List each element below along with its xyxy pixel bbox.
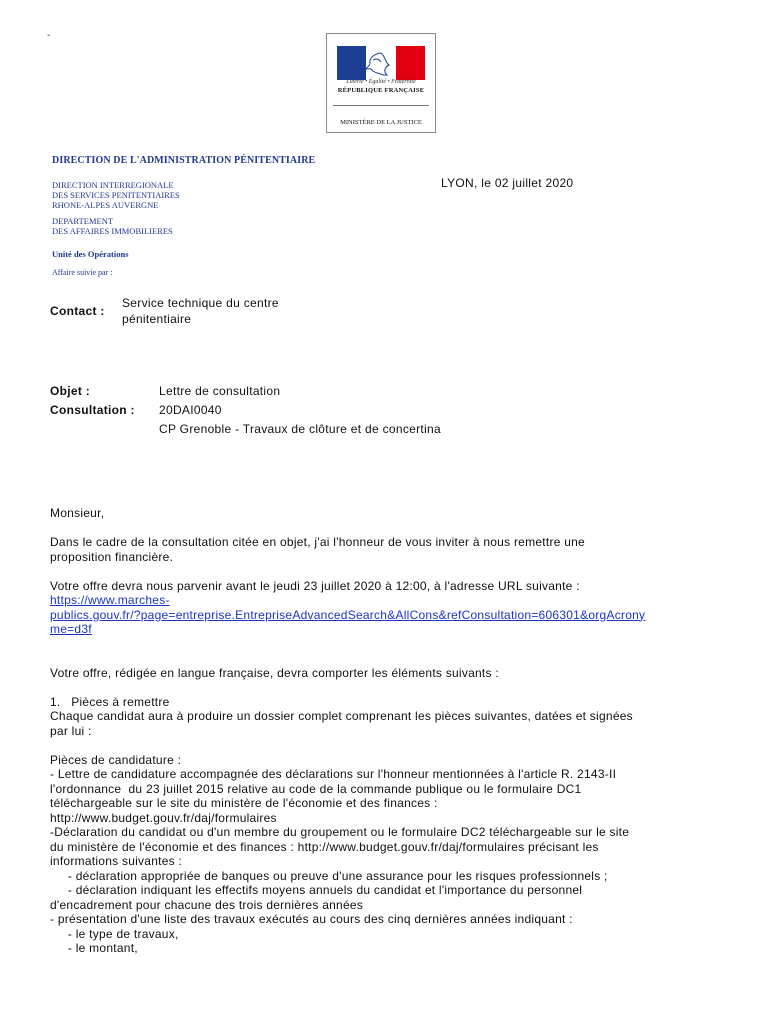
paragraph-line: du ministère de l'économie et des finances : http://www.budget.gouv.fr/daj/formulaires précisant les [50,839,599,854]
paragraph-line: - le montant, [50,941,138,955]
paragraph-line: - le type de travaux, [50,926,179,941]
submission-url-link[interactable]: me=d3f [50,622,92,636]
stray-mark: - [47,30,51,41]
affaire-label: Affaire suivie par : [52,268,113,277]
objet-value: Lettre de consultation [159,384,281,398]
paragraph-line: http://www.budget.gouv.fr/daj/formulaires [50,810,277,825]
consultation-label: Consultation : [50,403,135,417]
departement-line: DEPARTEMENT [52,216,114,226]
paragraph-line: - déclaration appropriée de banques ou preuve d'une assurance pour les risques professionnels ; [50,868,608,883]
direction-inter-line: RHONE-ALPES AUVERGNE [52,200,159,210]
paragraph-line: - Lettre de candidature accompagnée des déclarations sur l'honneur mentionnées à l'article R. 2143-II [50,767,617,781]
logo-ministere: MINISTÈRE DE LA JUSTICE [340,119,422,126]
submission-url-link[interactable]: publics.gouv.fr/?page=entreprise.EntrepriseAdvancedSearch&AllCons&refConsultation=606301&orgAcrony [50,607,646,622]
paragraph-line: téléchargeable sur le site du ministère de l'économie et des finances : [50,796,438,810]
paragraph-line: - présentation d'une liste des travaux exécutés au cours des cinq dernières années indiquant : [50,912,573,926]
paragraph-line: - déclaration indiquant les effectifs moyens annuels du candidat et l'importance du personnel [50,883,583,897]
pieces-title: Pièces de candidature : [50,752,182,767]
paragraph-line: Dans le cadre de la consultation citée en objet, j'ai l'honneur de vous inviter à nous remettre une [50,535,585,549]
direction-title: DIRECTION DE L'ADMINISTRATION PÉNITENTIAIRE [52,155,316,166]
contact-value-line: pénitentiaire [122,312,192,326]
paragraph-line: Chaque candidat aura à produire un dossier complet comprenant les pièces suivantes, datées et signées [50,709,633,723]
paragraph-line: par lui : [50,723,92,738]
paragraph-line: d'encadrement pour chacune des trois dernières années [50,897,364,912]
direction-inter-line: DES SERVICES PENITENTIAIRES [52,190,180,200]
contact-value-line: Service technique du centre [122,296,279,310]
section-title: 1. Pièces à remettre [50,694,170,709]
contact-label: Contact : [50,304,105,318]
consultation-title: CP Grenoble - Travaux de clôture et de concertina [159,422,441,436]
direction-interregionale [52,180,180,210]
objet-label: Objet : [50,384,91,398]
departement-line: DES AFFAIRES IMMOBILIERES [52,226,173,236]
place-date: LYON, le 02 juillet 2020 [441,176,574,190]
submission-url-link[interactable]: https://www.marches- [50,593,170,607]
unite-label: Unité des Opérations [52,249,129,259]
logo-divider [333,105,429,106]
offer-paragraph: Votre offre, rédigée en langue française, devra comporter les éléments suivants : [50,665,499,680]
logo-motto: Liberté • Égalité • Fraternité [346,79,416,85]
contact-value [122,295,279,327]
departement-block [52,216,173,236]
direction-inter-line: DIRECTION INTERREGIONALE [52,180,174,190]
paragraph-line: -Déclaration du candidat ou d'un membre du groupement ou le formulaire DC2 téléchargeable sur le site [50,825,630,839]
marianne-profile-icon [361,51,397,77]
logo-republique: RÉPUBLIQUE FRANÇAISE [337,87,425,94]
paragraph-line: informations suivantes : [50,854,183,868]
paragraph-line: l'ordonnance du 23 juillet 2015 relative au code de la commande publique ou le formulaire DC1 [50,781,582,796]
paragraph-line: proposition financière. [50,549,174,564]
ministry-logo [326,33,436,133]
letter-body [50,506,690,956]
deadline-paragraph: Votre offre devra nous parvenir avant le jeudi 23 juillet 2020 à 12:00, à l'adresse URL suivante : [50,578,580,593]
consultation-ref: 20DAI0040 [159,403,222,417]
salutation: Monsieur, [50,506,105,520]
